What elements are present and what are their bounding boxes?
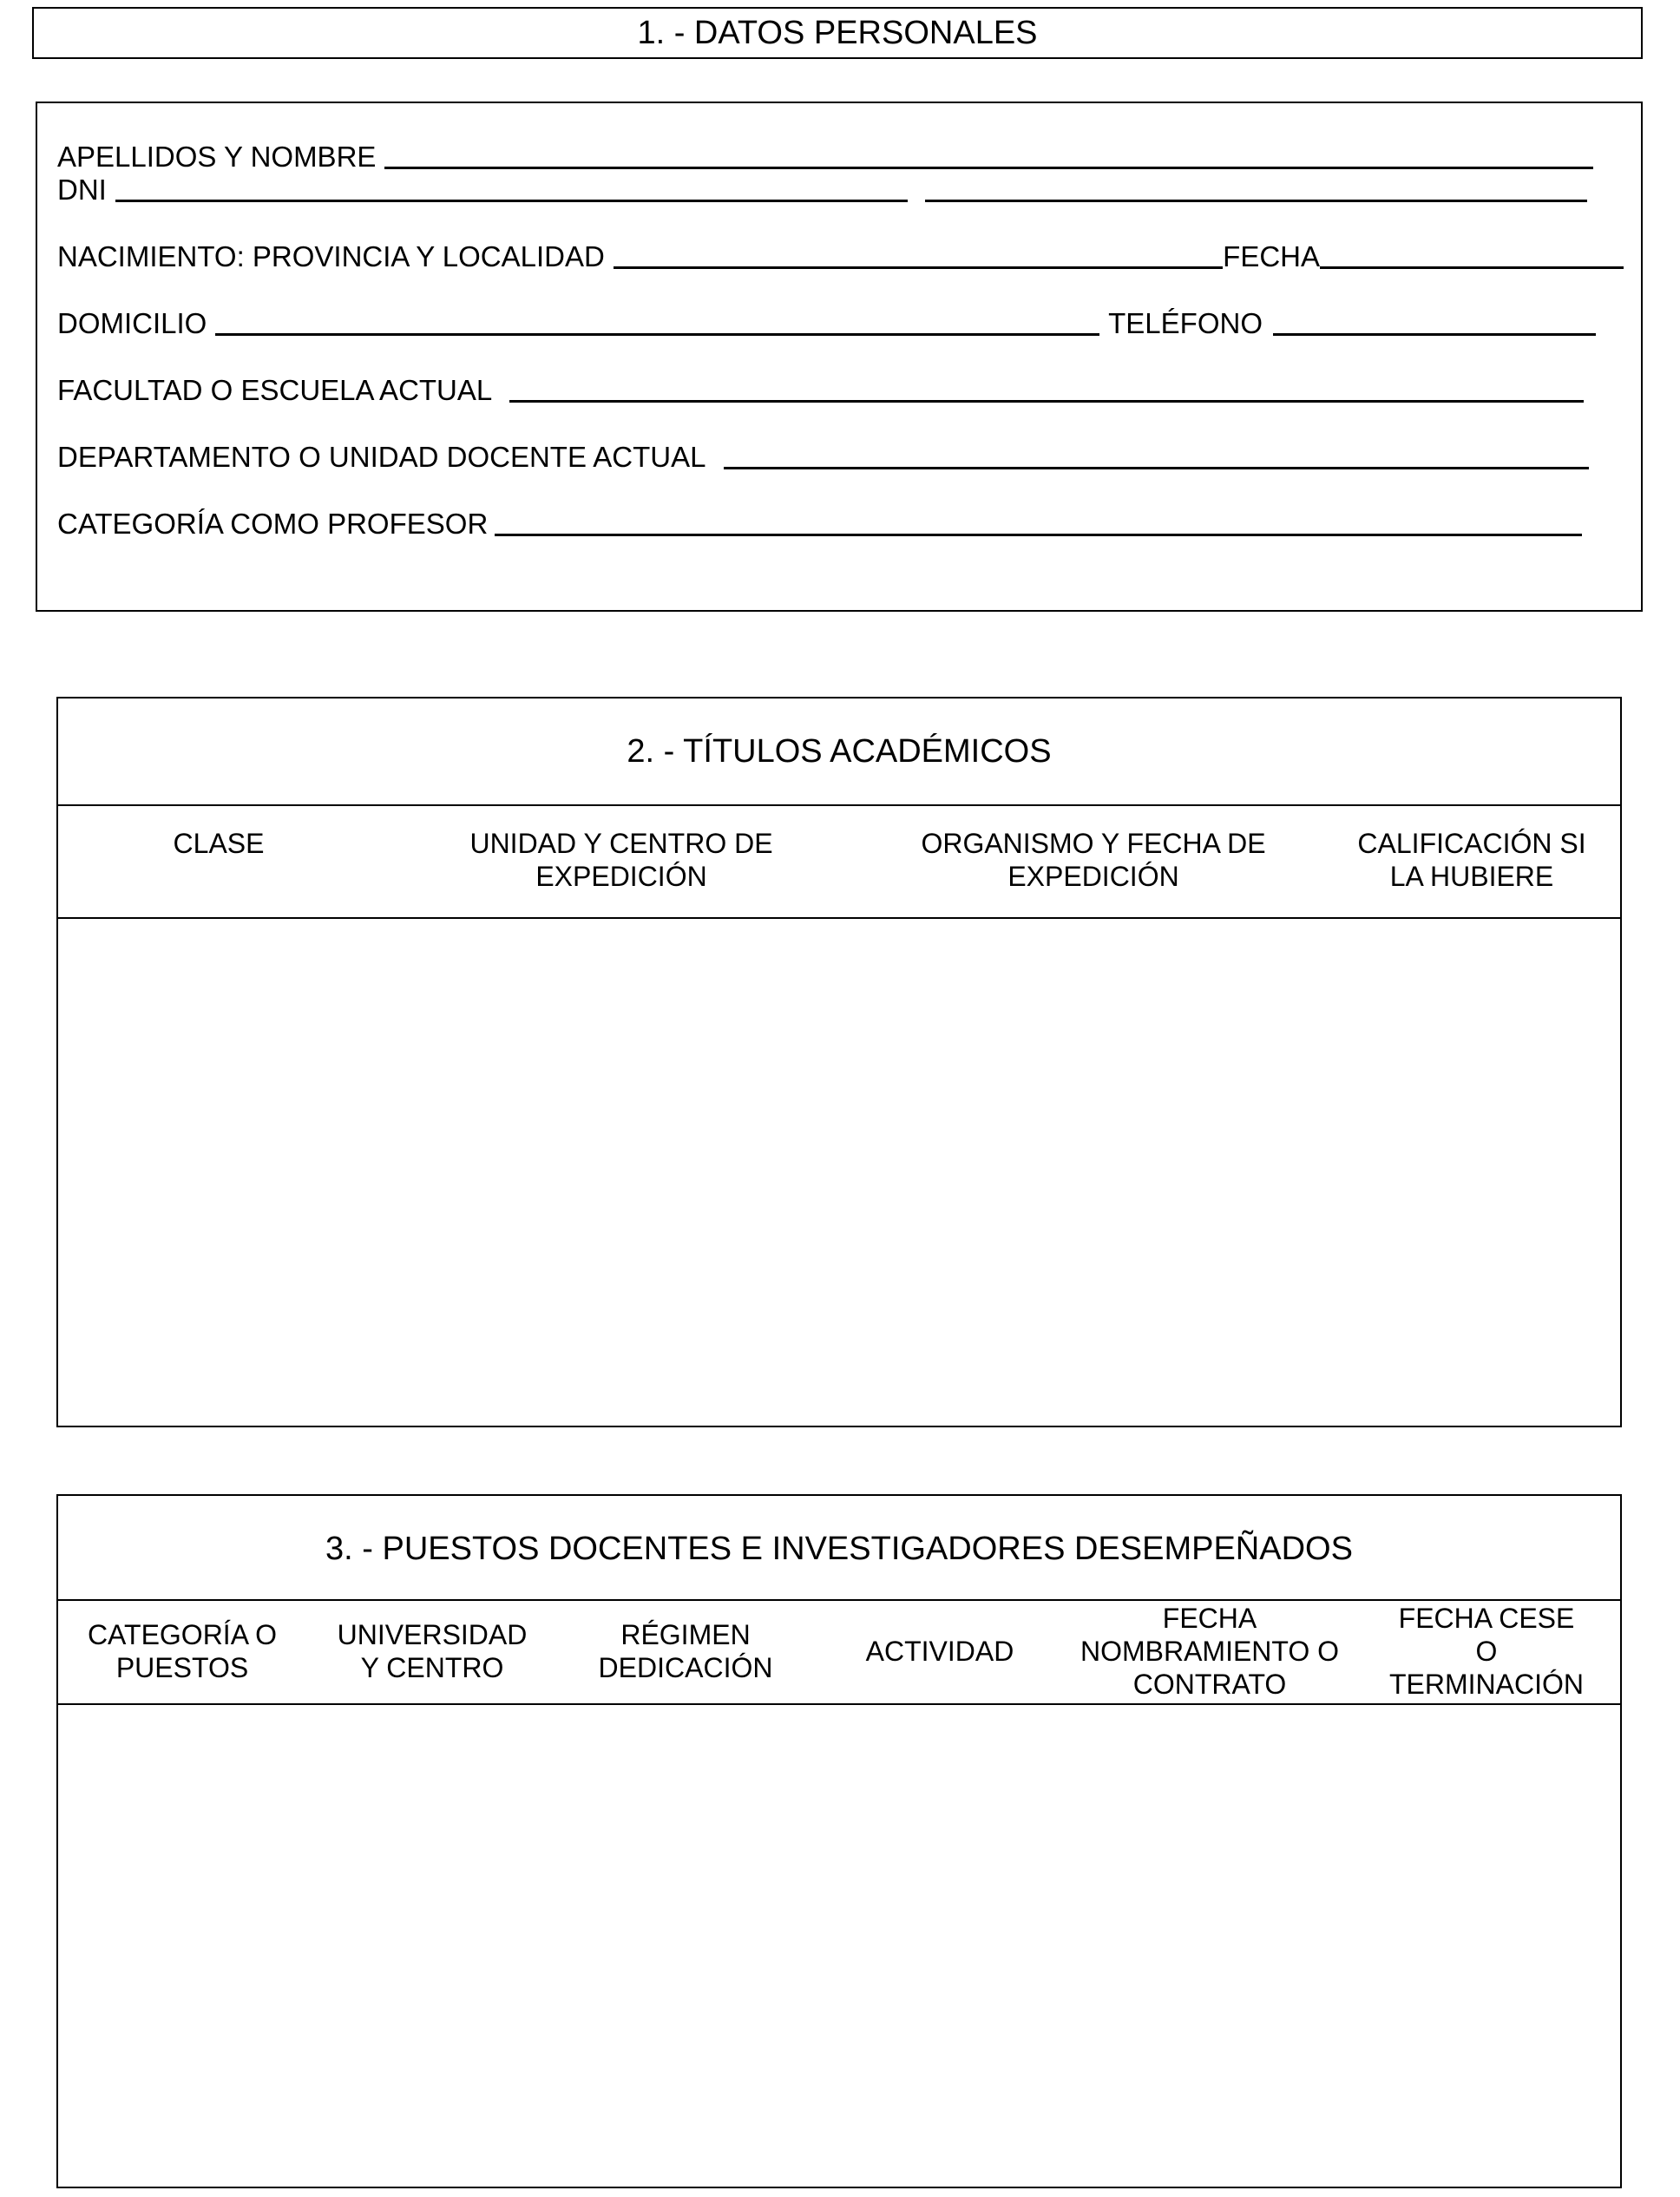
column-header-regimen: RÉGIMEN DEDICACIÓN [598, 1619, 773, 1683]
column-header-fecha-cese: FECHA CESE O TERMINACIÓN [1389, 1603, 1584, 1700]
table-body[interactable] [58, 919, 1620, 1426]
field-row-departamento [57, 440, 1624, 475]
column-header-unidad: UNIDAD Y CENTRO DE EXPEDICIÓN [469, 828, 773, 892]
domicilio-input-line[interactable] [215, 333, 1099, 336]
telefono-label: TELÉFONO [1108, 307, 1263, 339]
field-row-domicilio [57, 306, 1624, 341]
column-header-universidad: UNIVERSIDAD Y CENTRO [337, 1619, 528, 1683]
facultad-input-line[interactable] [509, 400, 1584, 403]
column-header-clase: CLASE [173, 828, 265, 859]
facultad-label: FACULTAD O ESCUELA ACTUAL [57, 374, 493, 406]
telefono-input-line[interactable] [1273, 333, 1596, 336]
section-2-title: 2. - TÍTULOS ACADÉMICOS [58, 698, 1620, 806]
column-header-actividad: ACTIVIDAD [865, 1636, 1014, 1667]
puestos-docentes-table [56, 1494, 1622, 2188]
field-row-categoria [57, 507, 1624, 541]
personal-data-panel [36, 102, 1643, 612]
section-1-title: 1. - DATOS PERSONALES [637, 15, 1038, 51]
nacimiento-label: NACIMIENTO: PROVINCIA Y LOCALIDAD [57, 240, 605, 272]
departamento-label: DEPARTAMENTO O UNIDAD DOCENTE ACTUAL [57, 441, 706, 473]
column-header-categoria: CATEGORÍA O PUESTOS [87, 1619, 278, 1683]
table-header-row [58, 1599, 1620, 1705]
field-row-facultad [57, 373, 1624, 408]
column-header-fecha-nombramiento: FECHA NOMBRAMIENTO O CONTRATO [1080, 1603, 1340, 1700]
categoria-input-line[interactable] [495, 534, 1582, 536]
field-row-dni [57, 173, 1624, 207]
field-row-nacimiento [57, 239, 1624, 274]
section-1-header [32, 7, 1643, 59]
column-header-calificacion: CALIFICACIÓN SI LA HUBIERE [1357, 828, 1586, 892]
dni-extra-input-line[interactable] [925, 200, 1587, 202]
table-header-row [58, 804, 1620, 919]
column-header-organismo: ORGANISMO Y FECHA DE EXPEDICIÓN [921, 828, 1266, 892]
table-body[interactable] [58, 1705, 1620, 2187]
field-row-apellidos [57, 140, 1624, 174]
apellidos-label: APELLIDOS Y NOMBRE [57, 141, 377, 173]
fecha-label: FECHA [1223, 240, 1320, 272]
departamento-input-line[interactable] [724, 467, 1590, 469]
domicilio-label: DOMICILIO [57, 307, 207, 339]
apellidos-input-line[interactable] [384, 167, 1593, 169]
categoria-label: CATEGORÍA COMO PROFESOR [57, 508, 489, 540]
dni-label: DNI [57, 174, 107, 206]
section-3-title: 3. - PUESTOS DOCENTES E INVESTIGADORES DESEMPEÑADOS [58, 1496, 1620, 1601]
fecha-input-line[interactable] [1320, 266, 1624, 269]
nacimiento-input-line[interactable] [614, 266, 1223, 269]
dni-input-line[interactable] [115, 200, 908, 202]
titulos-academicos-table [56, 697, 1622, 1427]
